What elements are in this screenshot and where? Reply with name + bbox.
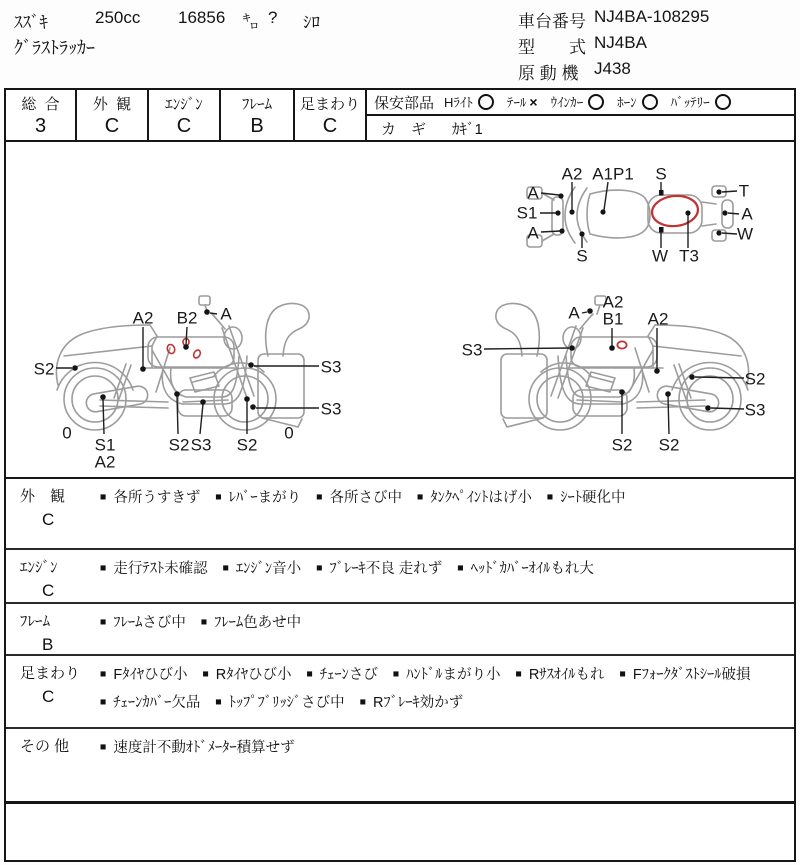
grade-cell-3 (149, 90, 221, 140)
condition-item-text: Rﾌﾞﾚｰｷ効かず (373, 694, 464, 711)
condition-item (316, 561, 442, 577)
section-name: その 他 (20, 738, 70, 755)
section-name: 外 観 (20, 488, 66, 505)
grade-cell-label: ｴﾝｼﾞﾝ (165, 96, 203, 113)
safety-item-label: ﾊﾞｯﾃﾘｰ (670, 95, 710, 110)
damage-code-label-left-view: S1 (94, 435, 116, 455)
condition-item-text: ﾄｯﾌﾟﾌﾞﾘｯｼﾞさび中 (228, 694, 345, 711)
condition-item (215, 490, 301, 506)
condition-item-text: 速度計不動ｵﾄﾞﾒｰﾀｰ積算せず (113, 740, 295, 756)
square-bullet-icon: ■ (359, 695, 367, 708)
square-bullet-icon: ■ (222, 562, 229, 574)
damage-code-label-right-view: S2 (744, 369, 766, 389)
damage-code-label-top-view: T (738, 181, 750, 201)
safety-item-label: ｳｲﾝｶｰ (550, 95, 584, 110)
condition-item-text: ﾚﾊﾞｰまがり (228, 490, 302, 506)
damage-code-label-top-view: S (576, 246, 588, 266)
condition-item-text: ﾌﾞﾚｰｷ不良 走れず (329, 561, 443, 577)
header-note: ｼﾛ (303, 13, 320, 32)
square-bullet-icon: ■ (100, 491, 107, 503)
condition-sections (6, 479, 794, 846)
square-bullet-icon: ■ (100, 668, 107, 680)
square-bullet-icon: ■ (306, 668, 313, 680)
grade-cells (6, 90, 367, 140)
condition-item (100, 667, 187, 683)
condition-item-text: ﾍｯﾄﾞｶﾊﾞｰｵｲﾙもれ大 (470, 561, 594, 577)
red-damage-marks (166, 194, 699, 359)
grade-cell-value: B (250, 115, 264, 137)
engine-code-value: J438 (594, 59, 631, 78)
section-grade: C (42, 581, 55, 600)
damage-code-label-right-view: S2 (611, 435, 633, 455)
condition-section-row (6, 656, 794, 729)
square-bullet-icon: ■ (619, 668, 626, 680)
safety-item (444, 92, 494, 111)
safety-item-label: ﾃｰﾙ (506, 95, 527, 110)
safety-item (671, 92, 731, 111)
grade-cell-4 (221, 90, 295, 140)
condition-item (620, 667, 751, 683)
leader-lines (56, 182, 744, 434)
condition-item (100, 490, 200, 506)
damage-code-label-left-view: 0 (284, 423, 294, 443)
square-bullet-icon: ■ (100, 695, 107, 708)
mileage-flag: ? (268, 8, 278, 27)
chassis-number-label: 車台番号 (518, 12, 586, 31)
square-bullet-icon: ■ (417, 491, 424, 503)
square-bullet-icon: ■ (100, 616, 107, 628)
section-label-column (6, 479, 98, 548)
grade-cell-value: C (322, 115, 338, 137)
section-grade: C (42, 687, 55, 706)
section-label-column (6, 604, 98, 654)
damage-code-label-left-view: 0 (62, 423, 72, 443)
condition-item (223, 561, 302, 577)
condition-item (360, 695, 464, 711)
condition-item-text: 走行ﾃｽﾄ未確認 (113, 561, 208, 577)
key-row (367, 116, 794, 140)
section-items (98, 604, 794, 654)
damage-code-label-right-view: B1 (602, 309, 624, 329)
condition-item (307, 667, 378, 683)
damage-code-label-right-view: A2 (647, 309, 669, 329)
section-label-column (6, 729, 98, 801)
condition-item-text: 各所さび中 (329, 490, 403, 506)
square-bullet-icon: ■ (200, 616, 208, 628)
status-circle-mark (715, 94, 731, 110)
condition-item-text: ﾁｪｰﾝさび (319, 667, 378, 683)
mileage-value: 16856 (178, 8, 226, 27)
section-name: 足まわり (20, 665, 81, 682)
condition-item-text: 各所うすきず (113, 490, 201, 506)
condition-item (100, 615, 186, 631)
condition-item (316, 490, 402, 506)
damage-code-label-left-view: S3 (320, 357, 342, 377)
section-label-column (6, 656, 98, 727)
damage-code-label-top-view: A (741, 204, 753, 224)
square-bullet-icon: ■ (316, 491, 323, 503)
section-items (98, 656, 794, 727)
condition-item (457, 561, 594, 577)
safety-parts-row (367, 90, 794, 116)
damage-code-label-left-view: A2 (132, 308, 154, 328)
condition-section-row (6, 479, 794, 550)
key-label: カ ギ (381, 120, 427, 138)
displacement: 250cc (95, 8, 141, 27)
section-items (98, 550, 794, 602)
damage-diagram-area (6, 142, 794, 479)
damage-code-label-top-view: S1 (516, 203, 538, 223)
maker-name: ｽｽﾞｷ (14, 13, 48, 32)
grade-cell-value: 3 (34, 115, 47, 137)
grade-cell-label: 足まわり (299, 96, 360, 113)
type-code-value: NJ4BA (594, 33, 647, 52)
section-name: ﾌﾚｰﾑ (20, 613, 51, 630)
damage-code-label-top-view: S (655, 164, 667, 184)
safety-item (551, 92, 605, 111)
condition-item-text: Fﾌｫｰｸﾀﾞｽﾄｼｰﾙ破損 (632, 667, 751, 683)
condition-item (100, 695, 200, 711)
condition-item (417, 490, 532, 506)
damage-code-label-left-view: S2 (236, 435, 258, 455)
damage-code-label-top-view: T3 (679, 246, 699, 266)
grade-cell-value: C (176, 115, 192, 137)
damage-code-label-right-view: A2 (602, 292, 624, 312)
status-circle-mark (588, 94, 604, 110)
square-bullet-icon: ■ (100, 741, 107, 753)
damage-code-label-right-view: S2 (658, 435, 680, 455)
grade-cell-5 (295, 90, 367, 140)
status-circle-mark (642, 94, 658, 110)
grade-table (6, 90, 794, 142)
damage-code-label-top-view: W (651, 246, 669, 266)
condition-item-text: ｴﾝｼﾞﾝ音小 (235, 561, 302, 577)
condition-item (515, 667, 604, 683)
condition-item (393, 667, 501, 683)
condition-item-text: ｼｰﾄ硬化中 (560, 490, 626, 506)
square-bullet-icon: ■ (316, 562, 323, 574)
key-value: ｶｷﾞ1 (452, 120, 483, 138)
type-code-label: 型 式 (518, 38, 586, 57)
damage-code-label-left-view: S3 (190, 435, 212, 455)
condition-item (100, 561, 208, 577)
damage-code-label-top-view: A1P1 (592, 164, 634, 184)
damage-code-label-top-view: A (527, 183, 539, 203)
section-items (98, 479, 794, 548)
motorcycle-diagram-svg (6, 142, 794, 477)
damage-code-label-left-view: S2 (33, 359, 55, 379)
damage-code-label-left-view: B2 (176, 308, 198, 328)
status-cross-mark: × (529, 93, 538, 110)
condition-section-row (6, 550, 794, 604)
condition-item-text: ﾌﾚｰﾑさび中 (113, 615, 186, 631)
condition-item (202, 667, 291, 683)
condition-item-text: ﾀﾝｸﾍﾟｲﾝﾄはげ小 (430, 490, 532, 506)
section-grade: C (42, 510, 55, 529)
grade-cell-2 (77, 90, 149, 140)
inspection-sheet-frame (4, 88, 796, 862)
damage-code-label-right-view: A (568, 303, 580, 323)
safety-item-label: ﾎｰﾝ (617, 95, 637, 110)
condition-section-row (6, 604, 794, 656)
damage-code-label-left-view: S3 (320, 399, 342, 419)
condition-item (100, 740, 295, 756)
condition-section-row (6, 729, 794, 804)
safety-parts-title: 保安部品 (374, 94, 435, 112)
square-bullet-icon: ■ (202, 668, 209, 680)
square-bullet-icon: ■ (215, 695, 222, 708)
mileage-unit: ㌔ (242, 13, 259, 32)
engine-code-label: 原 動 機 (518, 64, 579, 83)
grade-cell-label: ﾌﾚｰﾑ (241, 96, 272, 113)
condition-item-text: Fﾀｲﾔひび小 (113, 667, 188, 683)
status-circle-mark (478, 94, 494, 110)
square-bullet-icon: ■ (546, 491, 554, 503)
grade-cell-label: 外 観 (92, 96, 132, 113)
grade-cell-1 (6, 90, 77, 140)
damage-code-label-left-view: A (220, 304, 232, 324)
condition-item (547, 490, 626, 506)
condition-item-text: ﾊﾝﾄﾞﾙまがり小 (406, 667, 501, 683)
empty-bottom-row (6, 804, 794, 846)
damage-code-label-left-view: S2 (168, 435, 190, 455)
square-bullet-icon: ■ (392, 668, 400, 680)
section-grade: B (42, 635, 54, 654)
square-bullet-icon: ■ (457, 562, 464, 574)
damage-code-label-top-view: W (736, 224, 754, 244)
condition-item-text: Rｻｽｵｲﾙもれ (528, 667, 605, 683)
damage-code-label-right-view: S3 (744, 400, 766, 420)
condition-item-text: ﾁｪｰﾝｶﾊﾞｰ欠品 (113, 694, 201, 711)
safety-item (507, 92, 538, 111)
square-bullet-icon: ■ (100, 562, 107, 574)
condition-item-text: Rﾀｲﾔひび小 (215, 667, 292, 683)
section-name: ｴﾝｼﾞﾝ (20, 559, 58, 576)
section-label-column (6, 550, 98, 602)
grade-cell-label: 総 合 (21, 96, 60, 113)
damage-code-label-right-view: S3 (461, 340, 483, 360)
safety-item-label: Hﾗｲﾄ (444, 95, 473, 110)
damage-code-label-top-view: A (527, 223, 539, 243)
square-bullet-icon: ■ (515, 668, 522, 680)
condition-item (215, 695, 344, 711)
model-name: ｸﾞﾗｽﾄﾗｯｶｰ (14, 38, 95, 58)
damage-code-label-left-view: A2 (94, 452, 116, 472)
condition-item (201, 615, 301, 631)
condition-item-text: ﾌﾚｰﾑ色あせ中 (214, 615, 302, 631)
safety-parts-box (367, 90, 794, 140)
section-items (98, 729, 794, 801)
safety-item (617, 92, 658, 111)
chassis-number-value: NJ4BA-108295 (594, 7, 710, 26)
square-bullet-icon: ■ (215, 491, 222, 503)
grade-cell-value: C (104, 115, 120, 137)
safety-items (444, 92, 744, 112)
damage-code-label-top-view: A2 (561, 164, 583, 184)
